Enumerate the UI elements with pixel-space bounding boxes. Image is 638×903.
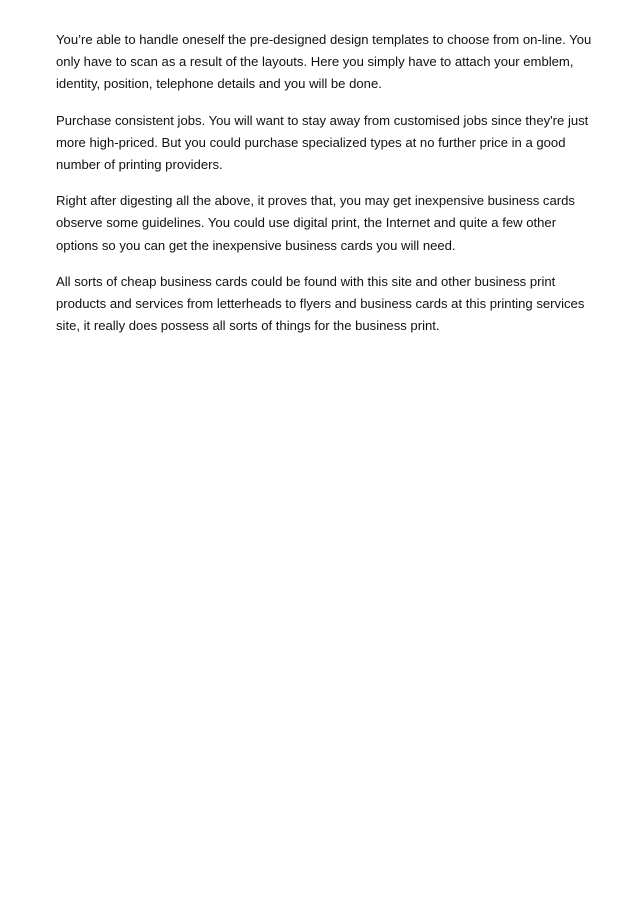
paragraph-line: You’re able to handle oneself the pre-designed design templates to choose from on-line. You (56, 32, 592, 47)
document-body (56, 29, 596, 351)
paragraph-line: number of printing providers. (56, 157, 223, 173)
paragraph-2 (56, 110, 596, 177)
paragraph-line: Right after digesting all the above, it proves that, you may get inexpensive business cards (56, 193, 575, 209)
paragraph-line: only have to scan as a result of the layouts. Here you simply have to attach your emblem, (56, 54, 574, 70)
paragraph-3 (56, 190, 596, 257)
paragraph-4 (56, 271, 596, 338)
paragraph-line: All sorts of cheap business cards could be found with this site and other business print (56, 273, 556, 289)
paragraph-line: products and services from letterheads to flyers and business cards at this printing services (56, 296, 585, 312)
paragraph-line: site, it really does possess all sorts of things for the business print. (56, 318, 440, 334)
paragraph-line: identity, position, telephone details and you will be done. (56, 76, 382, 92)
paragraph-line: Purchase consistent jobs. You will want to stay away from customised jobs since they're just (56, 112, 589, 128)
paragraph-1 (56, 29, 596, 96)
paragraph-line: observe some guidelines. You could use digital print, the Internet and quite a few other (56, 215, 557, 231)
paragraph-line: options so you can get the inexpensive business cards you will need. (56, 237, 456, 253)
paragraph-line: more high-priced. But you could purchase specialized types at no further price in a good (56, 134, 566, 150)
